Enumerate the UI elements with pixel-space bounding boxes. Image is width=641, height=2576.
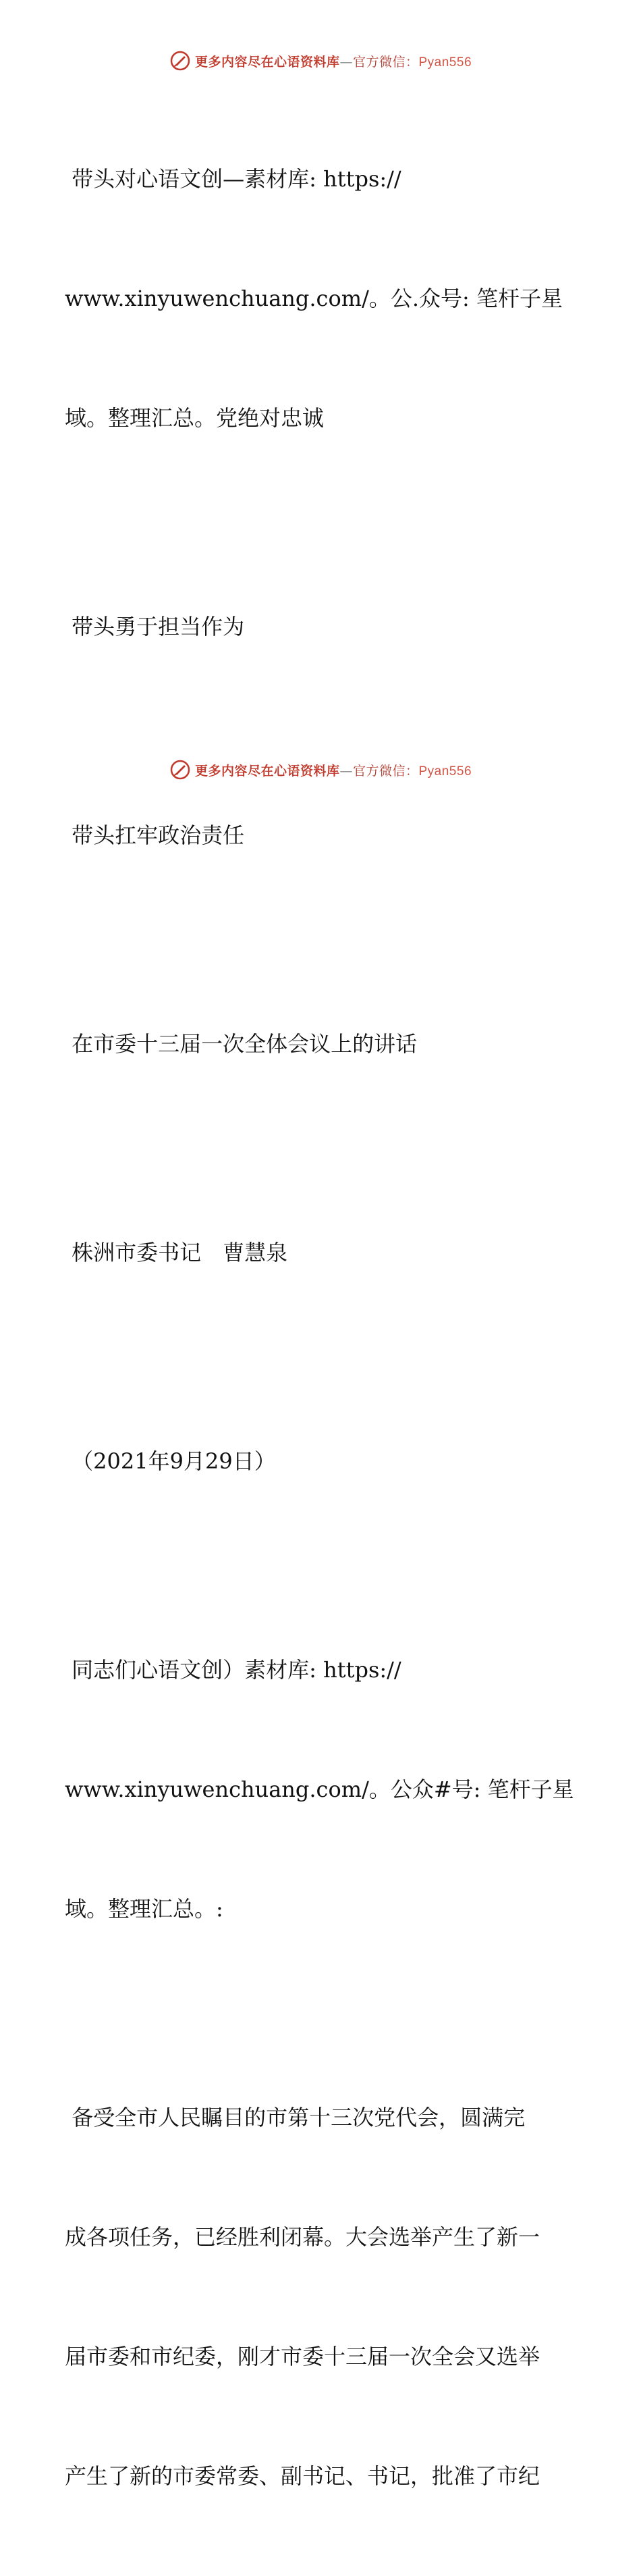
paragraph-subtitle: [65, 945, 584, 1144]
text-line: 带头对心语文创—素材库: https://: [65, 166, 401, 192]
banner-official-label: 官方微信：: [352, 763, 419, 779]
text-line: （2021年9月29日）: [65, 1448, 276, 1474]
text-line: 成各项任务，已经胜利闭幕。大会选举产生了新一: [65, 2224, 540, 2250]
document-body: [65, 80, 584, 2576]
text-line: 株洲市委书记 曹慧泉: [65, 1240, 288, 1265]
paragraph-intro-header: [65, 80, 584, 518]
text-line: 产生了新的市委常委、副书记、书记，批准了市纪: [65, 2463, 540, 2489]
paragraph-greeting: [65, 1571, 584, 2009]
text-line: www.xinyuwenchuang.com/。公众#号: 笔杆子星: [65, 1777, 574, 1802]
paragraph-author: [65, 1153, 584, 1352]
text-line: 带头扛牢政治责任: [65, 822, 245, 848]
banner-main-text: 更多内容尽在心语资料库: [194, 763, 340, 779]
quill-seal-icon: [169, 759, 191, 781]
text-line: 域。整理汇总。:: [65, 1896, 223, 1922]
banner-text: [195, 52, 472, 70]
banner-separator: —: [339, 763, 353, 779]
text-line: 在市委十三届一次全体会议上的讲话: [65, 1031, 418, 1057]
quill-seal-icon: [169, 50, 191, 72]
text-line: 同志们心语文创）素材库: https://: [65, 1657, 401, 1683]
text-line: 备受全市人民瞩目的市第十三次党代会，圆满完: [65, 2105, 526, 2130]
text-line: 带头勇于担当作为: [65, 614, 245, 639]
text-line: www.xinyuwenchuang.com/。公.众号: 笔杆子星: [65, 286, 563, 311]
banner-wechat-id: Pyan556: [418, 55, 472, 70]
paragraph-date: [65, 1362, 584, 1561]
banner-content: [169, 759, 472, 781]
banner-content: [169, 50, 472, 72]
banner-main-text: 更多内容尽在心语资料库: [194, 54, 340, 70]
text-line: 届市委和市纪委，刚才市委十三届一次全会又选举: [65, 2344, 540, 2369]
banner-wechat-id: Pyan556: [418, 764, 472, 779]
header-banner: [0, 47, 641, 74]
banner-text: [195, 761, 472, 779]
text-line: 域。整理汇总。党绝对忠诚: [65, 405, 325, 431]
footer-banner: [0, 756, 641, 783]
paragraph-title-1: [65, 527, 584, 727]
paragraph-body: [65, 2018, 584, 2576]
banner-separator: —: [339, 54, 353, 70]
banner-official-label: 官方微信：: [352, 54, 419, 70]
